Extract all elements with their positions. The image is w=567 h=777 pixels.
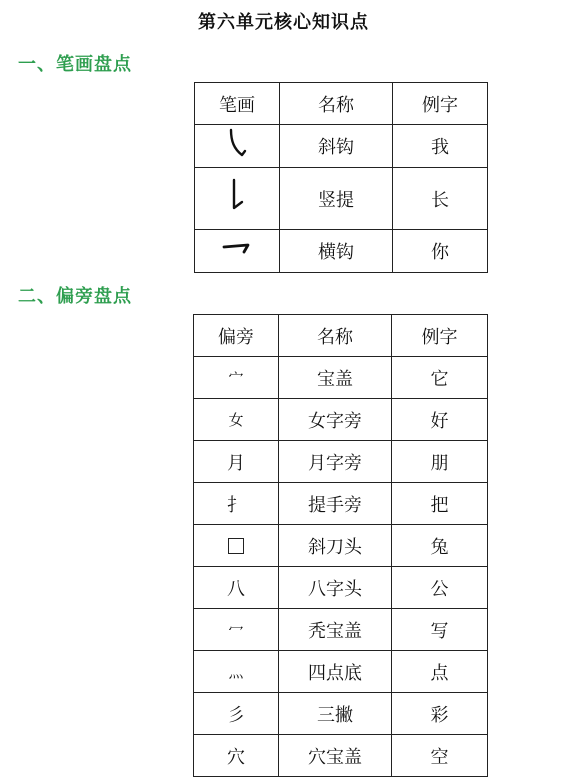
table-row (195, 168, 488, 230)
table-row (194, 525, 488, 567)
radical-name: 月字旁 (279, 441, 392, 483)
table-row (194, 399, 488, 441)
radical-name: 四点底 (279, 651, 392, 693)
radical-name: 宝盖 (279, 357, 392, 399)
placeholder-box-icon (228, 538, 244, 554)
table-row (194, 441, 488, 483)
example-char: 好 (392, 399, 488, 441)
example-char: 写 (392, 609, 488, 651)
strokes-table (194, 82, 488, 273)
table-row (194, 483, 488, 525)
header-cell: 偏旁 (194, 315, 279, 357)
radical-glyph (194, 525, 279, 567)
table-row (195, 125, 488, 168)
example-char: 把 (392, 483, 488, 525)
radical-name: 三撇 (279, 693, 392, 735)
radical-name: 秃宝盖 (279, 609, 392, 651)
example-char: 朋 (392, 441, 488, 483)
header-cell: 例字 (393, 83, 488, 125)
radical-glyph: 宀 (194, 357, 279, 399)
example-char: 你 (393, 230, 488, 273)
radical-glyph: 灬 (194, 651, 279, 693)
radical-name: 女字旁 (279, 399, 392, 441)
stroke-name: 横钩 (280, 230, 393, 273)
table-row (194, 567, 488, 609)
table-row (194, 735, 488, 777)
table-row (194, 609, 488, 651)
radicals-table (193, 314, 488, 777)
radical-name: 八字头 (279, 567, 392, 609)
radical-glyph: 女 (194, 399, 279, 441)
radical-glyph: 八 (194, 567, 279, 609)
example-char: 点 (392, 651, 488, 693)
radical-name: 穴宝盖 (279, 735, 392, 777)
table-row (195, 230, 488, 273)
stroke-glyph (195, 125, 280, 168)
table-header-row (195, 83, 488, 125)
header-cell: 名称 (280, 83, 393, 125)
henggou-stroke-icon (220, 236, 254, 262)
radical-glyph: 月 (194, 441, 279, 483)
radical-name: 斜刀头 (279, 525, 392, 567)
shuti-stroke-icon (222, 176, 252, 216)
stroke-glyph (195, 230, 280, 273)
example-char: 公 (392, 567, 488, 609)
radical-glyph: 穴 (194, 735, 279, 777)
radical-glyph: 彡 (194, 693, 279, 735)
table-row (194, 693, 488, 735)
example-char: 空 (392, 735, 488, 777)
table-row (194, 651, 488, 693)
stroke-name: 竖提 (280, 168, 393, 230)
example-char: 长 (393, 168, 488, 230)
radical-glyph: 冖 (194, 609, 279, 651)
example-char: 彩 (392, 693, 488, 735)
xiegou-stroke-icon (222, 127, 252, 161)
header-cell: 笔画 (195, 83, 280, 125)
header-cell: 例字 (392, 315, 488, 357)
page-title: 第六单元核心知识点 (198, 12, 369, 33)
stroke-name: 斜钩 (280, 125, 393, 168)
section-heading-radicals: 二、偏旁盘点 (18, 286, 132, 307)
example-char: 兔 (392, 525, 488, 567)
stroke-glyph (195, 168, 280, 230)
table-header-row (194, 315, 488, 357)
radical-name: 提手旁 (279, 483, 392, 525)
example-char: 我 (393, 125, 488, 168)
section-heading-strokes: 一、笔画盘点 (18, 54, 132, 75)
example-char: 它 (392, 357, 488, 399)
header-cell: 名称 (279, 315, 392, 357)
radical-glyph: 扌 (194, 483, 279, 525)
table-row (194, 357, 488, 399)
